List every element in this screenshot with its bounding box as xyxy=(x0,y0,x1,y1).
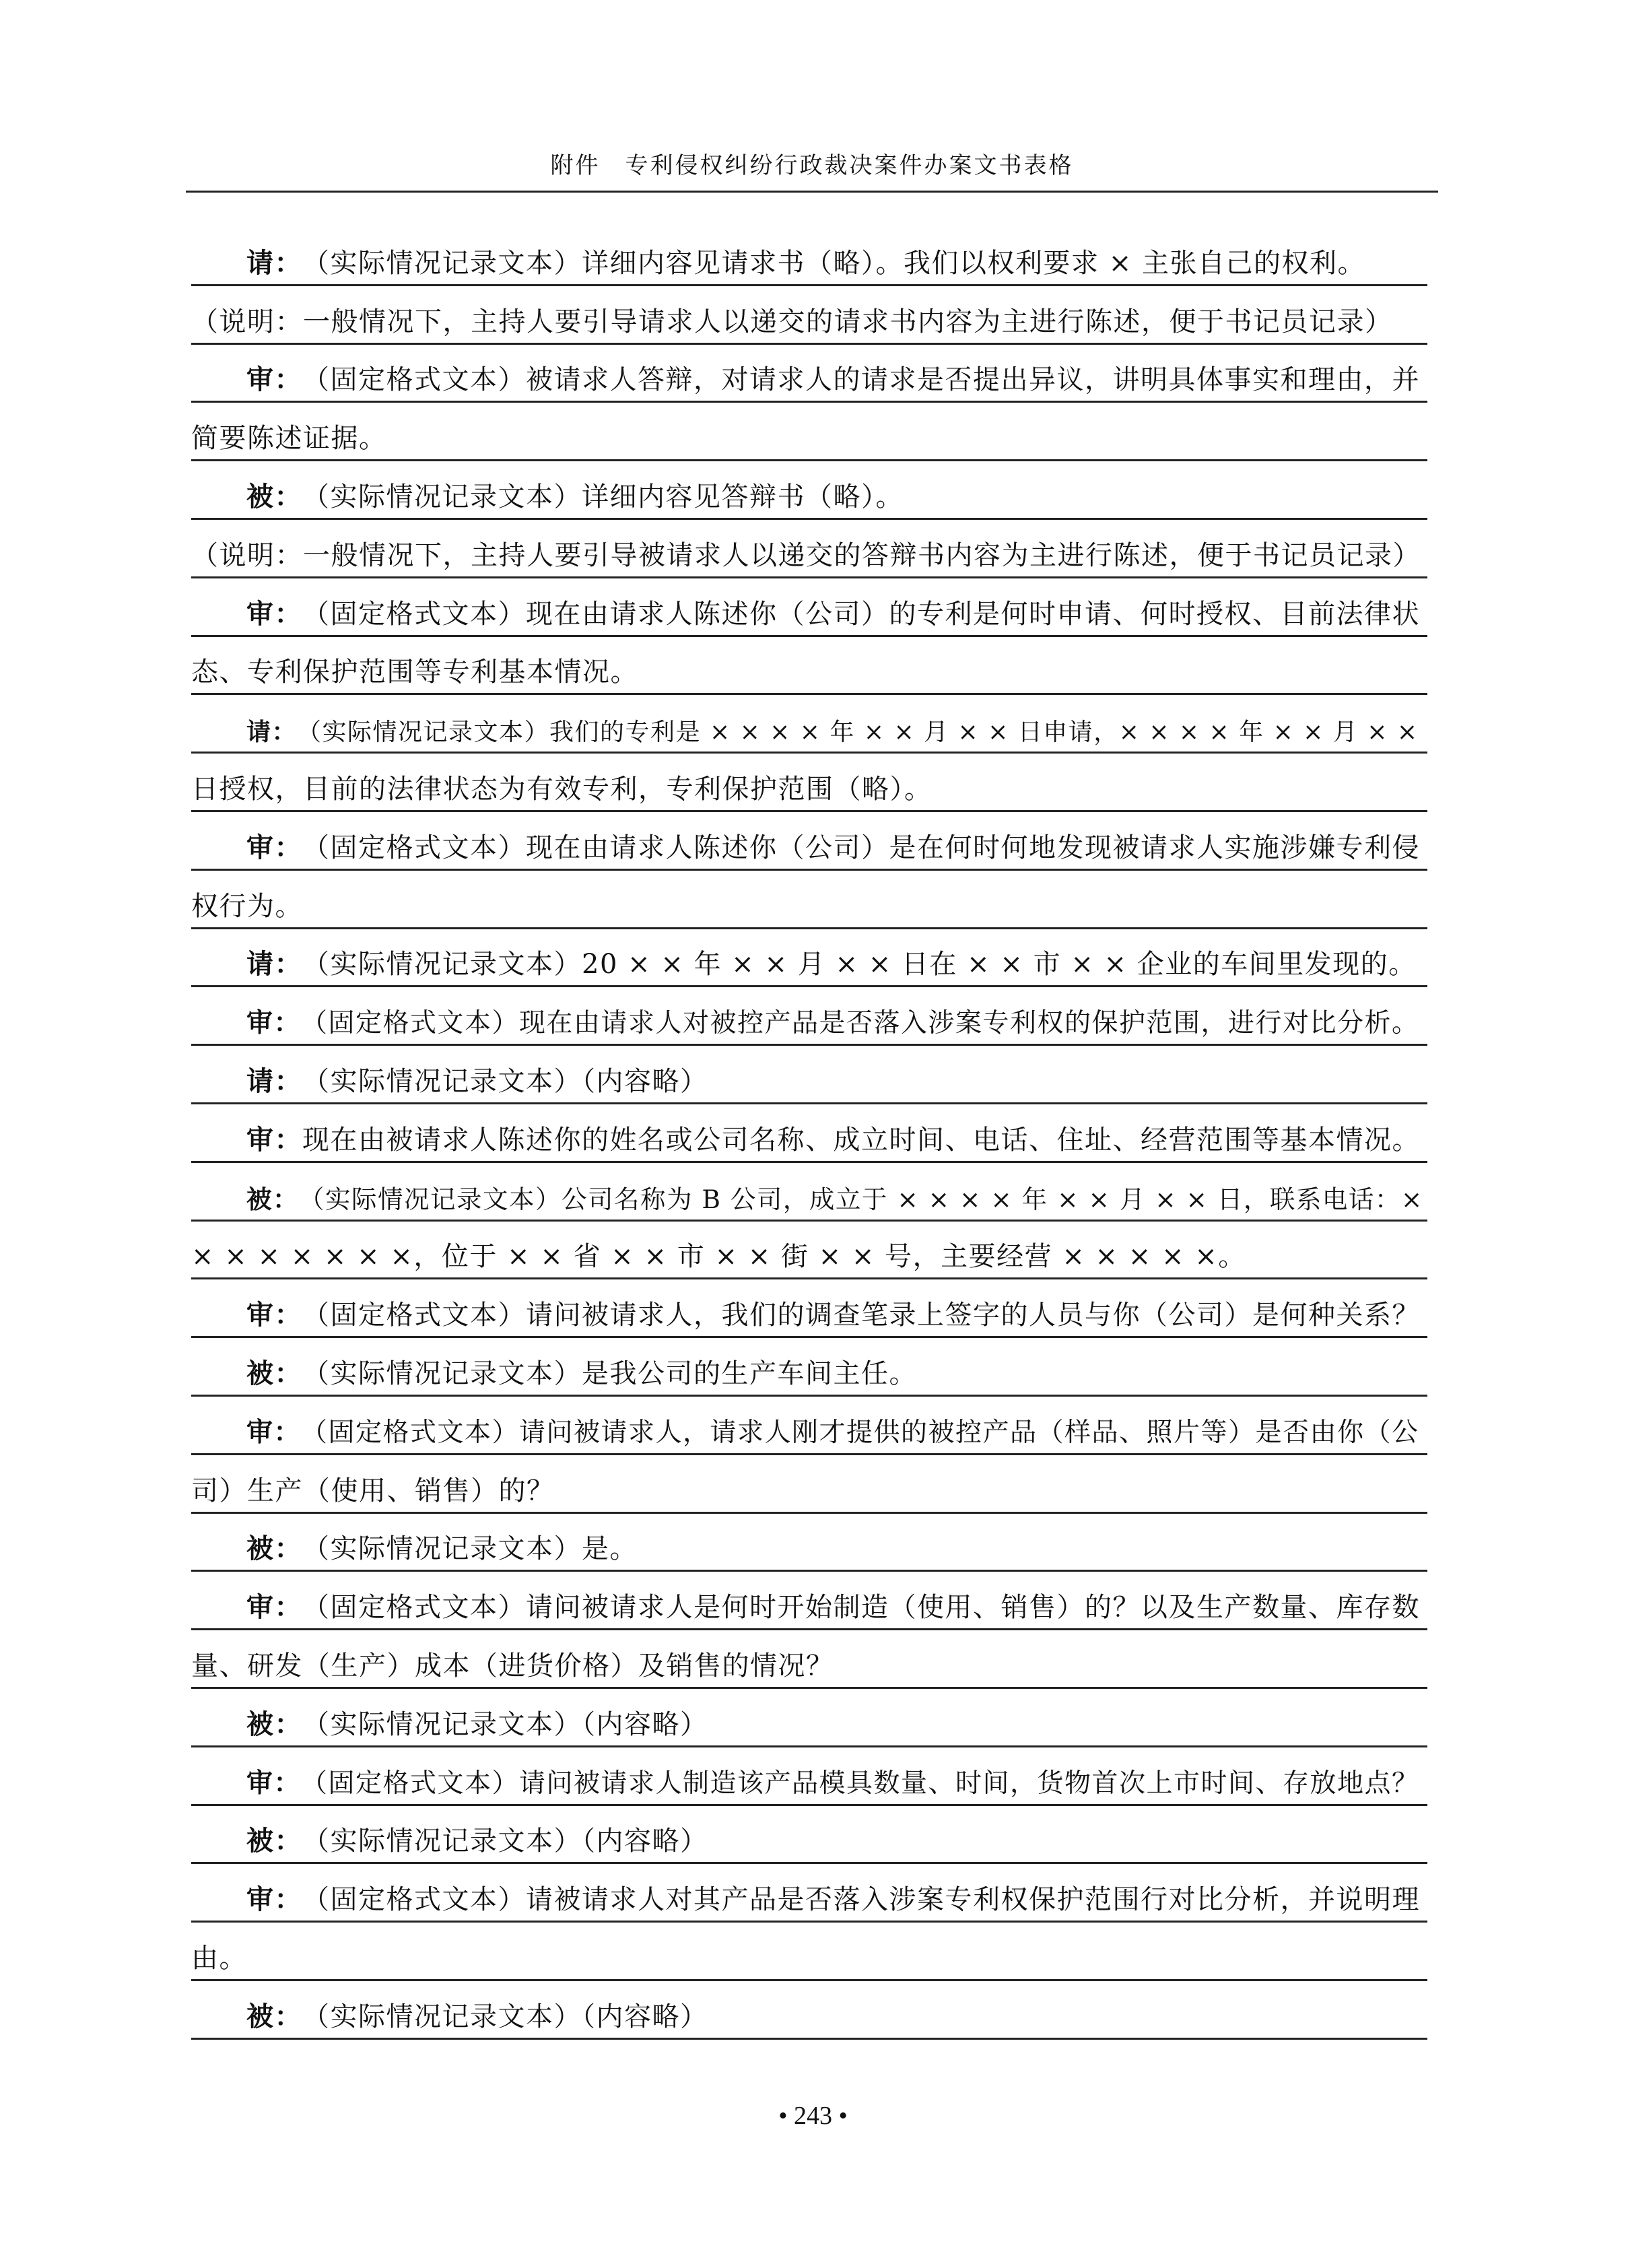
speaker-label: 被： xyxy=(246,480,302,512)
page-number: • 243 • xyxy=(778,2102,848,2130)
line-text: （实际情况记录文本）（内容略） xyxy=(302,1826,708,1857)
transcript-line xyxy=(191,461,1427,520)
line-text: （实际情况记录文本）20 × × 年 × × 月 × × 日在 × × 市 × × 企业的车间里发现的。 xyxy=(302,949,1417,980)
speaker-label: 审： xyxy=(246,597,302,630)
transcript-line xyxy=(191,754,1427,812)
line-text: （固定格式文本）请被请求人对其产品是否落入涉案专利权保护范围行对比分析，并说明理 xyxy=(302,1884,1420,1916)
running-header: 附件 专利侵权纠纷行政裁决案件办案文书表格 xyxy=(550,152,1074,179)
speaker-label: 审： xyxy=(246,1299,302,1331)
line-text: 态、专利保护范围等专利基本情况。 xyxy=(191,657,638,688)
transcript-line xyxy=(191,1864,1427,1923)
transcript-line xyxy=(191,1572,1427,1630)
line-text: （说明：一般情况下，主持人要引导请求人以递交的请求书内容为主进行陈述，便于书记员记录） xyxy=(191,306,1393,337)
line-text: （固定格式文本）请问被请求人，请求人刚才提供的被控产品（样品、照片等）是否由你（公 xyxy=(301,1417,1419,1448)
transcript-line xyxy=(191,1747,1427,1806)
line-text: （固定格式文本）请问被请求人制造该产品模具数量、时间，货物首次上市时间、存放地点？ xyxy=(301,1768,1419,1799)
transcript-line xyxy=(191,929,1427,988)
line-text: （固定格式文本）请问被请求人是何时开始制造（使用、销售）的？以及生产数量、库存数 xyxy=(302,1592,1420,1624)
line-text: （固定格式文本）现在由请求人对被控产品是否落入涉案专利权的保护范围，进行对比分析。 xyxy=(301,1008,1419,1039)
line-text: 权行为。 xyxy=(191,890,303,922)
transcript-line xyxy=(191,520,1427,578)
line-text: （说明：一般情况下，主持人要引导被请求人以递交的答辩书内容为主进行陈述，便于书记员记录） xyxy=(191,539,1421,571)
transcript-line xyxy=(191,1163,1427,1222)
line-text: 现在由被请求人陈述你的姓名或公司名称、成立时间、电话、住址、经营范围等基本情况。 xyxy=(302,1124,1420,1156)
transcript-line xyxy=(191,871,1427,929)
transcript-line xyxy=(191,987,1427,1046)
transcript-line xyxy=(191,695,1427,754)
transcript-line xyxy=(191,637,1427,696)
speaker-label: 审： xyxy=(246,1591,302,1624)
transcript-line xyxy=(191,403,1427,461)
transcript-line xyxy=(191,1514,1427,1572)
line-text: （固定格式文本）现在由请求人陈述你（公司）是在何时何地发现被请求人实施涉嫌专利侵 xyxy=(302,832,1420,863)
speaker-label: 审： xyxy=(246,1007,302,1039)
line-text: 简要陈述证据。 xyxy=(191,423,387,455)
transcript-line xyxy=(191,1222,1427,1280)
speaker-label: 审： xyxy=(246,1883,302,1916)
speaker-label: 被： xyxy=(246,2000,302,2032)
line-text: （实际情况记录文本）（内容略） xyxy=(302,1065,708,1097)
line-text: 量、研发（生产）成本（进货价格）及销售的情况？ xyxy=(191,1650,834,1681)
transcript-line xyxy=(191,1689,1427,1747)
speaker-label: 被： xyxy=(246,1357,302,1389)
line-text: （实际情况记录文本）是。 xyxy=(302,1533,638,1565)
line-text: （固定格式文本）请问被请求人，我们的调查笔录上签字的人员与你（公司）是何种关系？ xyxy=(302,1300,1420,1331)
transcript-line xyxy=(191,1104,1427,1163)
speaker-label: 审： xyxy=(246,1767,302,1799)
transcript-line xyxy=(191,1279,1427,1338)
transcript-line xyxy=(191,1397,1427,1455)
transcript-line xyxy=(191,812,1427,871)
speaker-label: 请： xyxy=(246,246,302,279)
transcript-line xyxy=(191,1338,1427,1397)
line-text: （实际情况记录文本）是我公司的生产车间主任。 xyxy=(302,1358,917,1389)
line-text: （实际情况记录文本）详细内容见请求书（略）。我们以权利要求 × 主张自己的权利。 xyxy=(302,247,1365,279)
speaker-label: 请： xyxy=(246,718,298,747)
speaker-label: 被： xyxy=(246,1708,302,1740)
line-text: （固定格式文本）现在由请求人陈述你（公司）的专利是何时申请、何时授权、目前法律状 xyxy=(302,598,1420,630)
line-text: 司）生产（使用、销售）的？ xyxy=(191,1475,555,1506)
transcript-line xyxy=(191,286,1427,345)
header-rule xyxy=(186,191,1438,193)
transcript-line xyxy=(191,1923,1427,1981)
line-text: 由。 xyxy=(191,1942,247,1974)
line-text: （实际情况记录文本）我们的专利是 × × × × 年 × × 月 × × 日申请，× × × × 年 × × 月 × × xyxy=(297,719,1419,747)
line-text: （固定格式文本）被请求人答辩，对请求人的请求是否提出异议，讲明具体事实和理由，并 xyxy=(302,364,1420,396)
line-text: （实际情况记录文本）（内容略） xyxy=(302,2001,708,2032)
speaker-label: 审： xyxy=(246,1416,302,1448)
transcript-line xyxy=(191,345,1427,403)
transcript-line xyxy=(191,1806,1427,1865)
transcript-line xyxy=(191,228,1427,286)
transcript-lines xyxy=(191,228,1427,2040)
speaker-label: 被： xyxy=(246,1184,299,1214)
line-text: 日授权，目前的法律状态为有效专利，专利保护范围（略）。 xyxy=(191,773,933,805)
transcript-line xyxy=(191,1455,1427,1514)
transcript-line xyxy=(191,578,1427,637)
speaker-label: 审： xyxy=(246,364,302,396)
line-text: （实际情况记录文本）（内容略） xyxy=(302,1708,708,1740)
line-text: （实际情况记录文本）公司名称为 B 公司，成立于 × × × × 年 × × 月 × × 日，联系电话：× xyxy=(299,1184,1423,1214)
transcript-line xyxy=(191,1981,1427,2040)
line-text: × × × × × × ×，位于 × × 省 × × 市 × × 街 × × 号，主要经营 × × × × ×。 xyxy=(191,1241,1246,1273)
speaker-label: 请： xyxy=(246,948,302,980)
transcript-line xyxy=(191,1046,1427,1104)
line-text: （实际情况记录文本）详细内容见答辩书（略）。 xyxy=(302,481,904,512)
speaker-label: 被： xyxy=(246,1533,302,1565)
speaker-label: 审： xyxy=(246,831,302,863)
transcript-line xyxy=(191,1630,1427,1689)
speaker-label: 请： xyxy=(246,1065,302,1097)
speaker-label: 审： xyxy=(246,1123,302,1156)
speaker-label: 被： xyxy=(246,1825,302,1857)
